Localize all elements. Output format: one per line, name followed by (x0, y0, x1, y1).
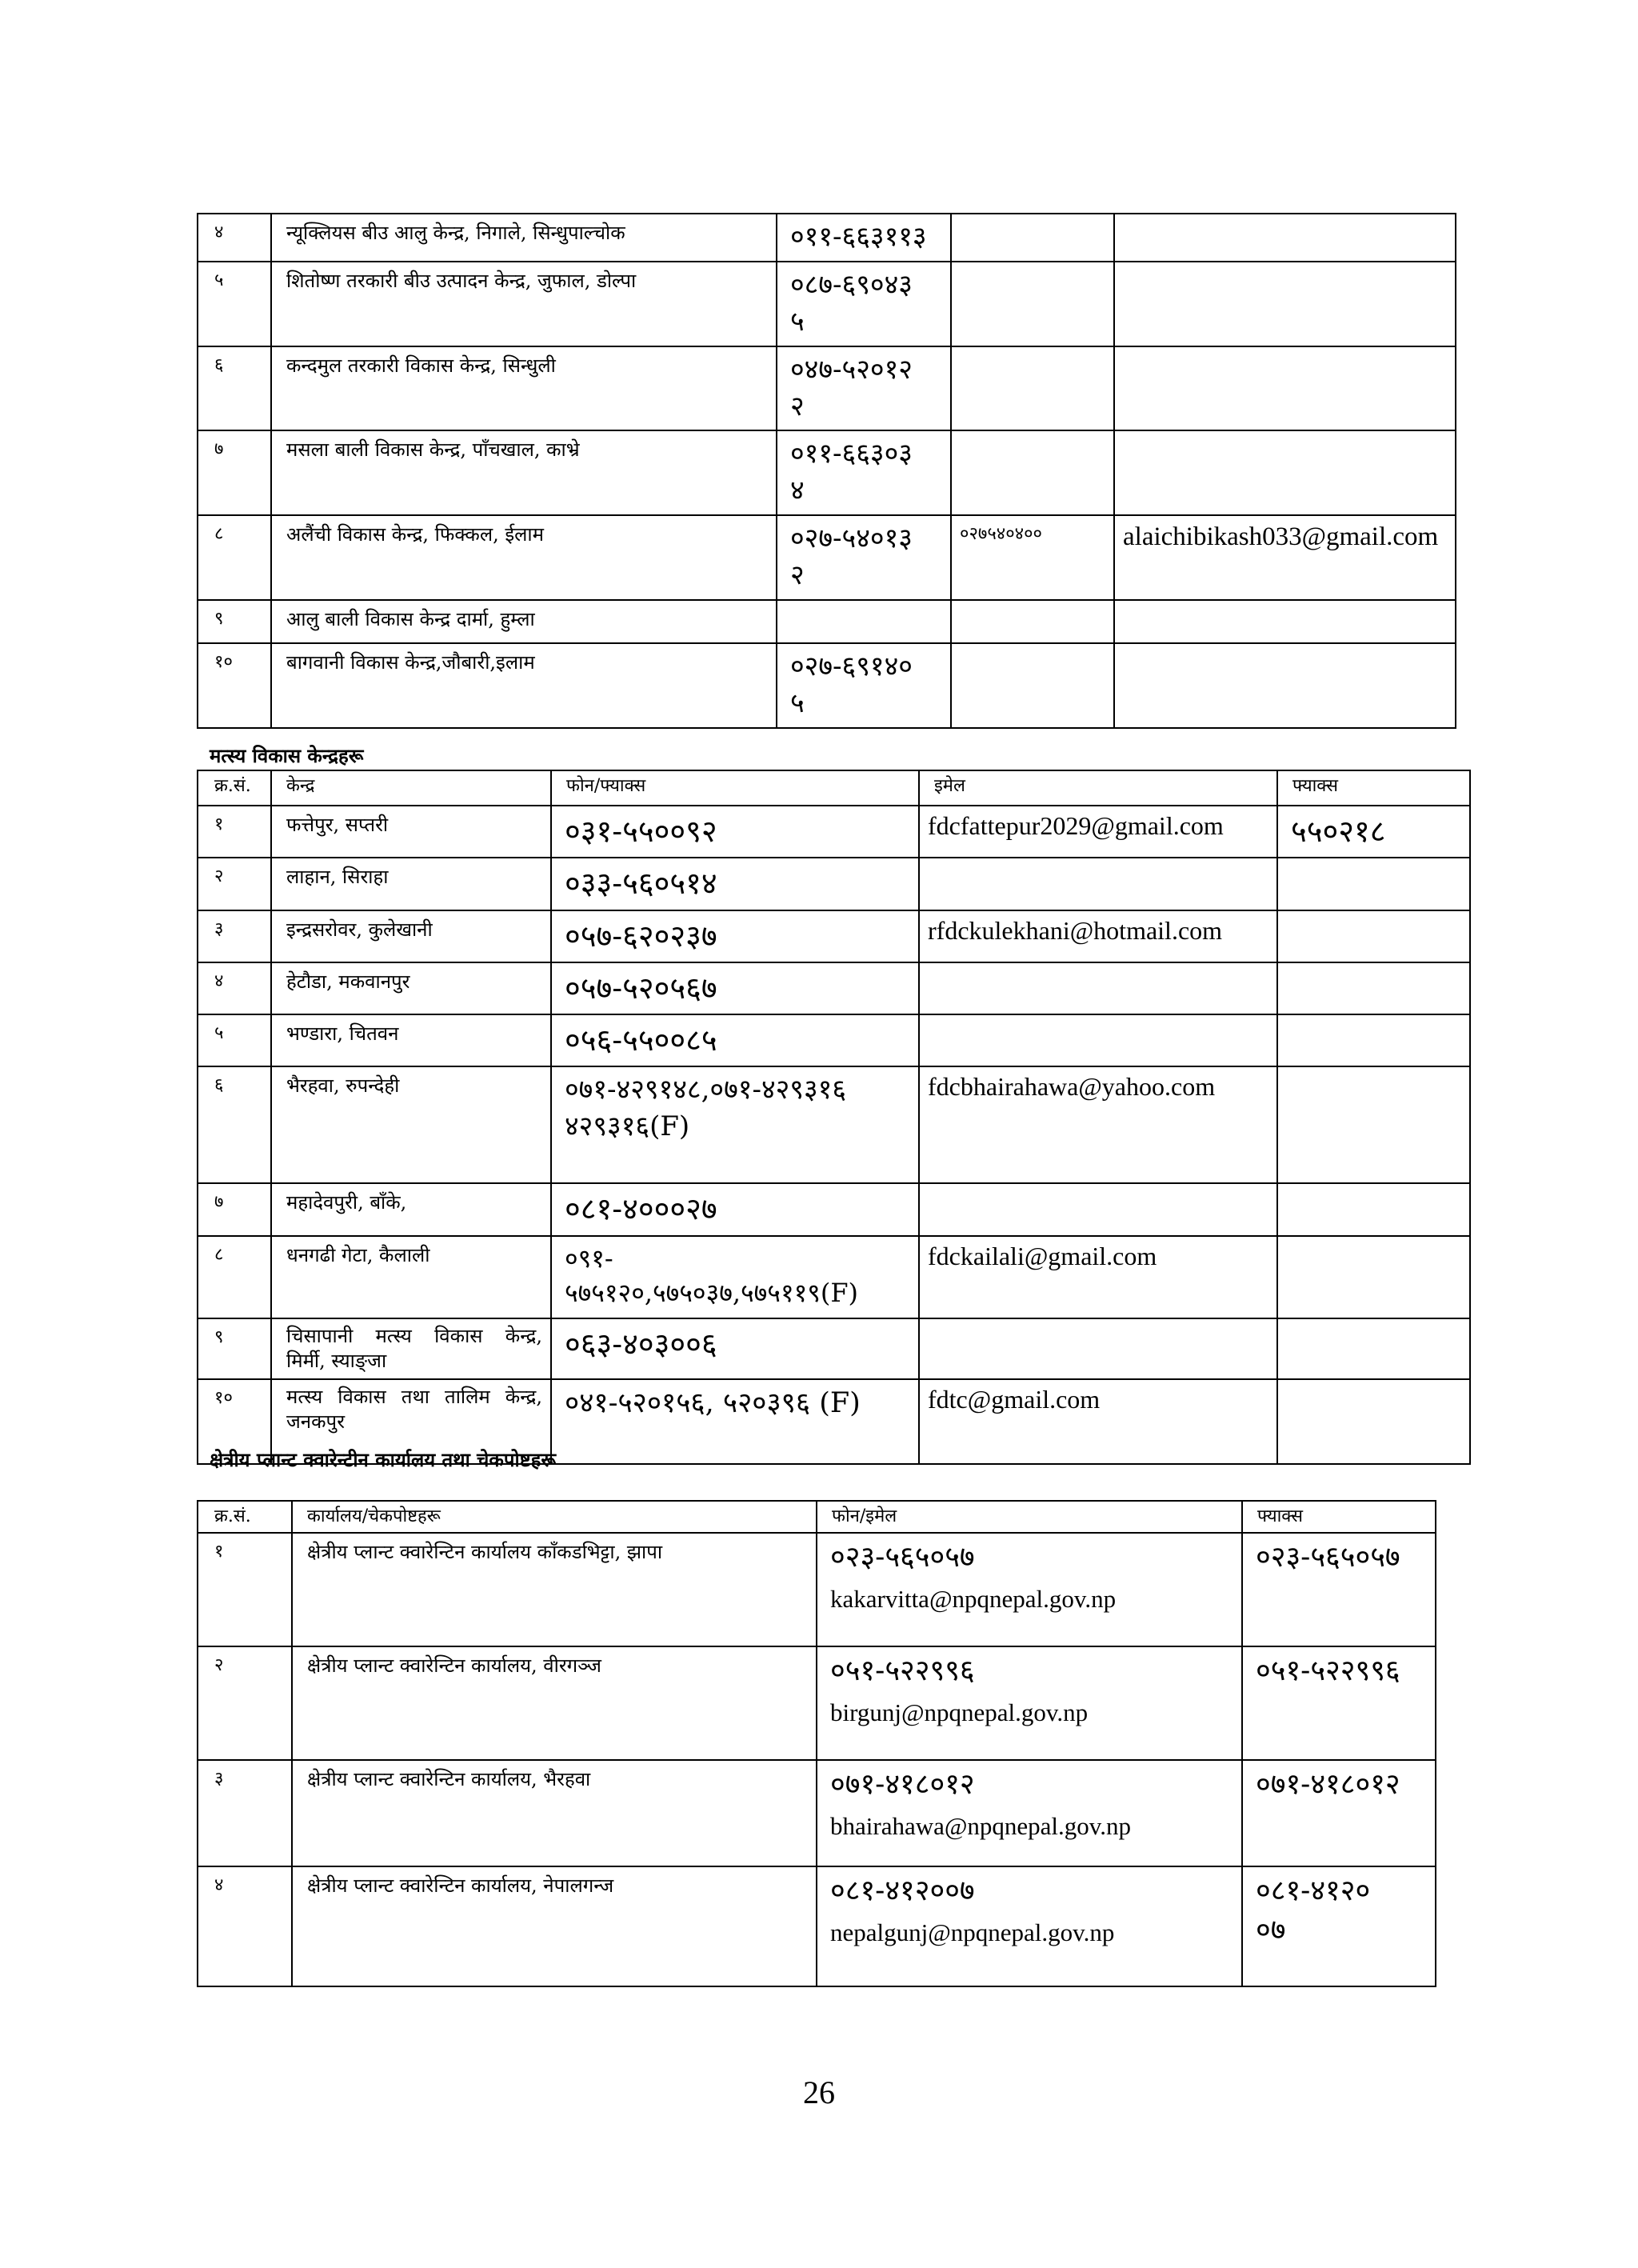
center-name: लाहान, सिराहा (271, 858, 551, 910)
serial-number: ८ (198, 515, 271, 600)
table-row (198, 962, 1470, 1014)
serial-number: ४ (198, 962, 271, 1014)
header-serial: क्र.सं. (198, 1501, 292, 1533)
email-address (919, 1183, 1277, 1235)
quarantine-section-title: क्षेत्रीय प्लान्ट क्वारेन्टीन कार्यालय तथा चेकपोष्टहरू (210, 1448, 557, 1471)
phone-number: ०६३-४०३००६ (551, 1318, 919, 1379)
email-address: fdcbhairahawa@yahoo.com (919, 1066, 1277, 1183)
email-address (1114, 214, 1456, 262)
table-row (198, 1760, 1436, 1866)
center-name: बागवानी विकास केन्द्र,जौबारी,इलाम (271, 643, 777, 728)
fax-number: ०७१-४१८०१२ (1242, 1760, 1436, 1866)
fax-number: ०२३-५६५०५७ (1242, 1533, 1436, 1646)
fax-number: ०८१-४१२००७ (1242, 1866, 1436, 1986)
header-email: इमेल (919, 770, 1277, 806)
center-name: मसला बाली विकास केन्द्र, पाँचखाल, काभ्रे (271, 430, 777, 515)
table-row (198, 430, 1456, 515)
serial-number: ३ (198, 1760, 292, 1866)
phone-number: ०५७-६२०२३७ (551, 910, 919, 962)
email-address: rfdckulekhani@hotmail.com (919, 910, 1277, 962)
header-fax: फ्याक्स (1277, 770, 1470, 806)
center-name: आलु बाली विकास केन्द्र दार्मा, हुम्ला (271, 600, 777, 643)
email-address (1114, 600, 1456, 643)
table-row (198, 1066, 1470, 1183)
phone-number (551, 1066, 919, 1183)
phone-number: ०११-६६३११३ (777, 214, 951, 262)
header-serial: क्र.सं. (198, 770, 271, 806)
fish-centers-table (197, 770, 1471, 1465)
quarantine-offices-table (197, 1500, 1436, 1987)
table-row (198, 1866, 1436, 1986)
fax-number (1277, 1014, 1470, 1066)
phone-number: ०५७-५२०५६७ (551, 962, 919, 1014)
table-row (198, 806, 1470, 858)
center-name: कन्दमुल तरकारी विकास केन्द्र, सिन्धुली (271, 346, 777, 431)
header-phone: फोन/फ्याक्स (551, 770, 919, 806)
table-row (198, 1183, 1470, 1235)
phone-email (817, 1646, 1242, 1760)
email-address (919, 1318, 1277, 1379)
email-address (919, 1014, 1277, 1066)
table-row (198, 214, 1456, 262)
serial-number: २ (198, 858, 271, 910)
center-name: फत्तेपुर, सप्तरी (271, 806, 551, 858)
phone-number (777, 600, 951, 643)
fax-number (1277, 858, 1470, 910)
fax-number (1277, 910, 1470, 962)
phone-number (551, 1236, 919, 1318)
phone-number: ०५६-५५००८५ (551, 1014, 919, 1066)
table-row (198, 1014, 1470, 1066)
serial-number: ७ (198, 1183, 271, 1235)
table-row (198, 643, 1456, 728)
email-address (919, 962, 1277, 1014)
table-row (198, 910, 1470, 962)
phone-email (817, 1533, 1242, 1646)
center-name-line-1: मत्स्य विकास तथा तालिम केन्द्र, (286, 1386, 542, 1409)
fax-number (951, 214, 1114, 262)
center-name: हेटौडा, मकवानपुर (271, 962, 551, 1014)
phone-number: ०२७-६९१४०५ (777, 643, 951, 728)
header-fax: फ्याक्स (1242, 1501, 1436, 1533)
email-address: fdcfattepur2029@gmail.com (919, 806, 1277, 858)
serial-number: ८ (198, 1236, 271, 1318)
table-row (198, 1646, 1436, 1760)
center-name (271, 1318, 551, 1379)
phone-line-1: ०७१-४२९१४८,०७१-४२९३१६ (565, 1074, 847, 1106)
header-phone-email: फोन/इमेल (817, 1501, 1242, 1533)
fax-number (951, 430, 1114, 515)
fax-number: ५५०२१८ (1277, 806, 1470, 858)
center-name: भैरहवा, रुपन्देही (271, 1066, 551, 1183)
fax-number: ०५१-५२२९९६ (1242, 1646, 1436, 1760)
serial-number: ४ (198, 214, 271, 262)
office-name: क्षेत्रीय प्लान्ट क्वारेन्टिन कार्यालय काँकडभिट्टा, झापा (292, 1533, 817, 1646)
table-row (198, 1533, 1436, 1646)
table-row (198, 600, 1456, 643)
office-name: क्षेत्रीय प्लान्ट क्वारेन्टिन कार्यालय, नेपालगन्ज (292, 1866, 817, 1986)
office-name: क्षेत्रीय प्लान्ट क्वारेन्टिन कार्यालय, वीरगञ्ज (292, 1646, 817, 1760)
table-row (198, 858, 1470, 910)
serial-number: ९ (198, 1318, 271, 1379)
phone-line-1: ०९१- (565, 1242, 613, 1274)
center-name: भण्डारा, चितवन (271, 1014, 551, 1066)
table-row (198, 1236, 1470, 1318)
serial-number: ९ (198, 600, 271, 643)
phone-line-2: ४२९३१६(F) (565, 1110, 690, 1143)
phone-number: ०३३-५६०५१४ (551, 858, 919, 910)
email-address: fdckailali@gmail.com (919, 1236, 1277, 1318)
phone-number: ०८१-४१२००७ (830, 1874, 975, 1907)
center-name: धनगढी गेटा, कैलाली (271, 1236, 551, 1318)
serial-number: ६ (198, 346, 271, 431)
email-address: bhairahawa@npqnepal.gov.np (830, 1811, 1132, 1840)
center-name: अलैंची विकास केन्द्र, फिक्कल, ईलाम (271, 515, 777, 600)
fax-number (1277, 962, 1470, 1014)
phone-number: ०३१-५५००९२ (551, 806, 919, 858)
phone-number: ०८१-४०००२७ (551, 1183, 919, 1235)
email-address (1114, 262, 1456, 346)
fax-number (951, 262, 1114, 346)
email-address (919, 858, 1277, 910)
phone-number: ०४१-५२०१५६, ५२०३९६ (F) (551, 1379, 919, 1464)
serial-number: ७ (198, 430, 271, 515)
serial-number: १० (198, 643, 271, 728)
phone-number: ०८७-६९०४३५ (777, 262, 951, 346)
fish-section-title: मत्स्य विकास केन्द्रहरू (210, 744, 364, 767)
table-row (198, 262, 1456, 346)
fax-number (1277, 1183, 1470, 1235)
serial-number: ६ (198, 1066, 271, 1183)
phone-number: ०४७-५२०१२२ (777, 346, 951, 431)
serial-number: १० (198, 1379, 271, 1464)
serial-number: ४ (198, 1866, 292, 1986)
center-name: शितोष्ण तरकारी बीउ उत्पादन केन्द्र, जुफाल, डोल्पा (271, 262, 777, 346)
phone-number: ०७१-४१८०१२ (830, 1768, 975, 1801)
serial-number: ५ (198, 262, 271, 346)
email-address (1114, 643, 1456, 728)
table-header-row (198, 770, 1470, 806)
page-number: 26 (803, 2074, 835, 2110)
center-name-line-2: मिर्मी, स्याङ्जा (286, 1349, 387, 1372)
center-name-line-1: चिसापानी मत्स्य विकास केन्द्र, (286, 1324, 542, 1347)
fax-number (1277, 1236, 1470, 1318)
table-row (198, 346, 1456, 431)
table-row (198, 515, 1456, 600)
phone-email (817, 1760, 1242, 1866)
table-row (198, 1318, 1470, 1379)
fax-number: ०२७५४०४०० (951, 515, 1114, 600)
email-address: nepalgunj@npqnepal.gov.np (830, 1918, 1115, 1946)
phone-number: ०२३-५६५०५७ (830, 1541, 975, 1574)
phone-number: ०११-६६३०३४ (777, 430, 951, 515)
fax-number (951, 346, 1114, 431)
center-name: इन्द्रसरोवर, कुलेखानी (271, 910, 551, 962)
email-address (1114, 346, 1456, 431)
email-address: kakarvitta@npqnepal.gov.np (830, 1584, 1117, 1613)
vegetable-centers-table (197, 213, 1456, 729)
phone-number: ०५१-५२२९९६ (830, 1654, 975, 1687)
fax-number (1277, 1379, 1470, 1464)
header-office: कार्यालय/चेकपोष्टहरू (292, 1501, 817, 1533)
email-address (1114, 430, 1456, 515)
fax-number (1277, 1318, 1470, 1379)
center-name-line-2: जनकपुर (286, 1410, 346, 1434)
email-address: birgunj@npqnepal.gov.np (830, 1698, 1089, 1726)
phone-email (817, 1866, 1242, 1986)
serial-number: २ (198, 1646, 292, 1760)
serial-number: ३ (198, 910, 271, 962)
email-address: alaichibikash033@gmail.com (1114, 515, 1456, 600)
fax-number (951, 643, 1114, 728)
center-name: महादेवपुरी, बाँके, (271, 1183, 551, 1235)
serial-number: १ (198, 806, 271, 858)
email-address: fdtc@gmail.com (919, 1379, 1277, 1464)
phone-number: ०२७-५४०१३२ (777, 515, 951, 600)
header-center: केन्द्र (271, 770, 551, 806)
phone-line-2: ५७५१२०,५७५०३७,५७५११९(F) (565, 1277, 859, 1308)
fax-number (1277, 1066, 1470, 1183)
fax-number (951, 600, 1114, 643)
office-name: क्षेत्रीय प्लान्ट क्वारेन्टिन कार्यालय, भैरहवा (292, 1760, 817, 1866)
center-name: न्यूक्लियस बीउ आलु केन्द्र, निगाले, सिन्धुपाल्चोक (271, 214, 777, 262)
serial-number: १ (198, 1533, 292, 1646)
table-header-row (198, 1501, 1436, 1533)
serial-number: ५ (198, 1014, 271, 1066)
